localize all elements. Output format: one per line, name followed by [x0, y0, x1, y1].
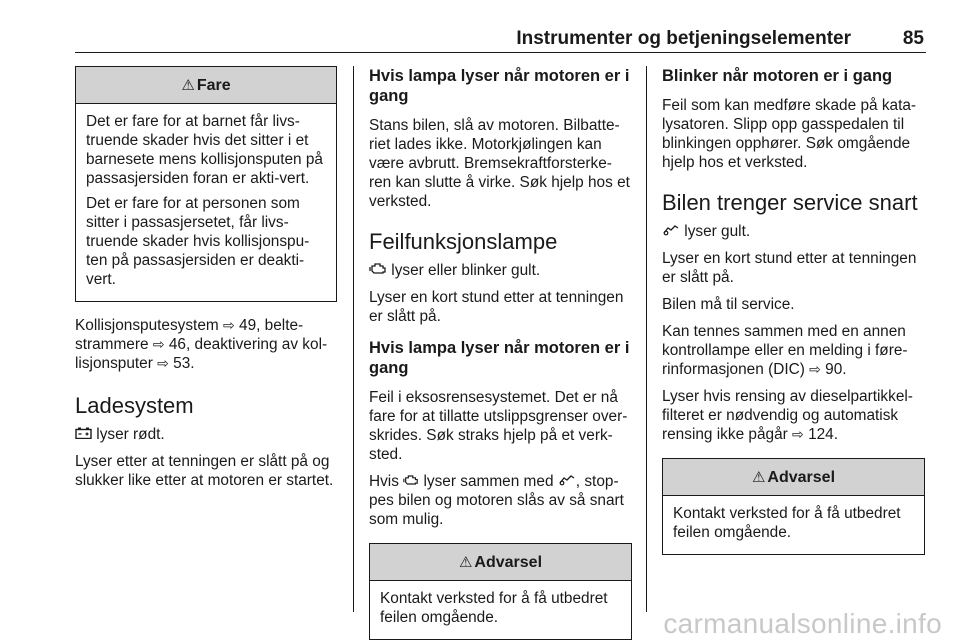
- body-paragraph: Kan tennes sammen med en annen kontrollampe eller en melding i føre-rinformasjonen (DIC) ⇨ 90.: [662, 323, 908, 378]
- ref-arrow-icon: ⇨: [809, 361, 821, 377]
- page-number: 85: [902, 28, 924, 49]
- subheading: Hvis lampa lyser når motoren er i gang: [369, 339, 630, 377]
- page-header: [75, 28, 926, 53]
- body-paragraph: Lyser hvis rensing av dieselpartikkel-filteret er nødvendig og automatisk rensing ikke pågår ⇨ 124.: [662, 388, 913, 443]
- fare-paragraph: Det er fare for at personen som sitter i passasjersetet, får livs-truende skader hvis kollisjonspu-ten på passasjersiden er deakti-vert.: [86, 195, 310, 288]
- column-left: [75, 66, 337, 498]
- advarsel-paragraph: Kontakt verksted for å få utbedret feilen omgående.: [380, 590, 608, 626]
- page-title: Instrumenter og betjeningselementer: [516, 28, 851, 49]
- warning-triangle-icon: ⚠: [458, 554, 473, 571]
- body-paragraph: Feil som kan medføre skade på kata-lysatoren. Slipp opp gasspedalen til blinkingen opphører. Søk omgående hjelp hos et verksted.: [662, 97, 917, 171]
- service-wrench-icon: [558, 472, 576, 491]
- advarsel-box-header: [663, 459, 924, 496]
- fare-paragraph: Det er fare for at barnet får livs-truende skader hvis det sitter i et barnesete mens kollisjonsputen på passasjersiden foran er akti-vert.: [86, 113, 323, 187]
- advarsel-paragraph: Kontakt verksted for å få utbedret feilen omgående.: [673, 505, 901, 541]
- body-paragraph: Lyser en kort stund etter at tenningen er slått på.: [662, 250, 917, 286]
- column-divider: [353, 66, 354, 612]
- lamp-line: lyser gult.: [662, 222, 925, 241]
- ref-arrow-icon: ⇨: [792, 426, 804, 442]
- advarsel-box: [662, 458, 925, 555]
- column-right: [662, 66, 925, 555]
- subheading: Blinker når motoren er i gang: [662, 67, 893, 85]
- lamp-line: lyser rødt.: [75, 425, 337, 444]
- body-paragraph: Hvis lyser sammen med , stop-pes bilen og motoren slås av så snart som mulig.: [369, 473, 624, 528]
- advarsel-box: [369, 543, 632, 640]
- battery-icon: [75, 425, 92, 444]
- fare-box-header: [76, 67, 336, 104]
- service-wrench-icon: [662, 222, 680, 241]
- body-paragraph: Stans bilen, slå av motoren. Bilbatte-riet lades ikke. Motorkjølingen kan være avbrutt. Bremsekraftforsterke-ren kan slutte å virke. Søk hjelp hos et verksted.: [369, 117, 630, 210]
- ref-arrow-icon: ⇨: [223, 317, 235, 333]
- body-paragraph: Feil i eksosrensesystemet. Det er nå fare for at tillatte utslippsgrenser over-skrides. Søk straks hjelp på et verk-sted.: [369, 389, 628, 463]
- reference-paragraph: Kollisjonsputesystem ⇨ 49, belte-strammere ⇨ 46, deaktivering av kol-lisjonsputer ⇨ 53.: [75, 317, 328, 372]
- advarsel-box-title: Advarsel: [767, 469, 836, 486]
- column-middle: [369, 66, 632, 640]
- section-title: Feilfunksjonslampe: [369, 229, 558, 254]
- body-paragraph: Bilen må til service.: [662, 296, 795, 313]
- subheading: Hvis lampa lyser når motoren er i gang: [369, 67, 630, 105]
- advarsel-box-header: [370, 544, 631, 581]
- engine-check-icon: [369, 261, 387, 280]
- ref-arrow-icon: ⇨: [157, 355, 169, 371]
- section-title: Ladesystem: [75, 393, 194, 418]
- warning-triangle-icon: ⚠: [181, 77, 195, 94]
- column-divider: [646, 66, 647, 612]
- fare-box-title: Fare: [196, 77, 231, 94]
- section-title: Bilen trenger service snart: [662, 190, 918, 215]
- lamp-line: lyser eller blinker gult.: [369, 261, 632, 280]
- ref-arrow-icon: ⇨: [152, 336, 165, 352]
- body-paragraph: Lyser etter at tenningen er slått på og slukker like etter at motoren er startet.: [75, 453, 334, 489]
- body-paragraph: Lyser en kort stund etter at tenningen er slått på.: [369, 289, 624, 325]
- warning-triangle-icon: ⚠: [751, 469, 766, 486]
- watermark-brand: carmanualsonline.info: [663, 608, 942, 639]
- engine-check-icon: [403, 472, 419, 491]
- advarsel-box-title: Advarsel: [474, 554, 543, 571]
- fare-box: [75, 66, 337, 302]
